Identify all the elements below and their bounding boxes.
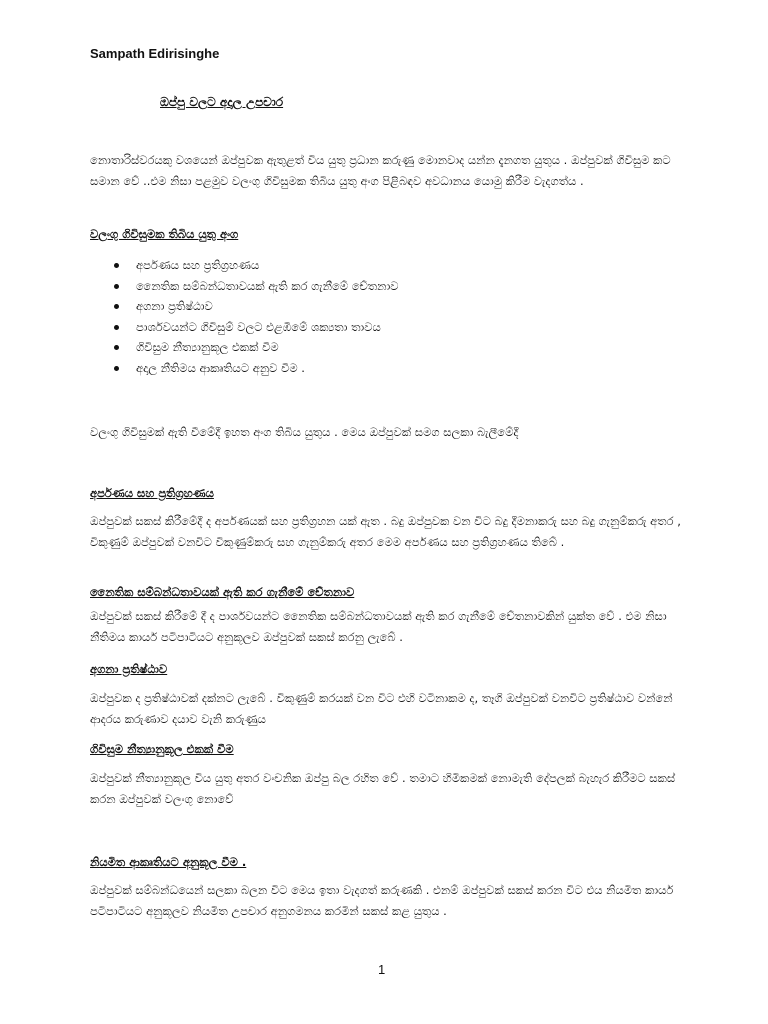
bullet-icon	[114, 325, 119, 330]
section-heading-offer-acceptance: අර්පණය සහ ප්‍රතිග්‍රහණය	[90, 486, 214, 500]
list-item-text: අර්පණය සහ ප්‍රතිග්‍රහණය	[136, 258, 260, 272]
list-item	[90, 276, 399, 297]
list-item	[90, 255, 399, 276]
list-item-text: අදාල නීතිමය ආකෘතියට අනුව වීම .	[136, 360, 305, 375]
intro-paragraph: නොතාරිස්වරයකු වශයෙන් ඔප්පුවක ඇතුළත් විය යුතු ප්‍රධාන කරුණු මොනවාද යන්න දැනගත යුතුය . ඔප්පුවක් ගිවිසුම කට සමාන වේ ..එම නිසා පළමුව වලංගු ගිවිසුමක තිබිය යුතු අංග පිළිබඳව අවධානය යොමු කිරීම වැදගත්ය .	[90, 153, 671, 188]
list-item	[90, 296, 399, 317]
bullet-icon	[114, 284, 119, 289]
section-heading-legality: ගිවිසුම නීත්‍යානුකූල එකක් වීම	[90, 742, 234, 756]
section-body-legal-intention: ඔප්පුවක් සකස් කිරීමේ දී ද පාර්ශවයන්ට නෛතික සම්බන්ධතාවයක් ඇති කර ගැනීමේ චේතනාවකින් යුක්ත වේ . එම නිසා නීතිමය කාර්ය පටිපාටියට අනුකූලව ඔප්පුවක් සකස් කරනු ලැබේ .	[90, 609, 667, 644]
section-heading-prescribed-form: නියමිත ආකෘතියට අනුකූල වීම .	[90, 855, 247, 869]
list-item	[90, 317, 399, 338]
list-item-text: ගිවිසුම නීත්‍යානුකූල එකක් වීම	[136, 340, 279, 354]
section-heading-consideration: අගනා ප්‍රතිෂ්ඨාව	[90, 662, 168, 676]
bullet-icon	[114, 366, 119, 371]
page-number: 1	[378, 962, 386, 977]
document-title: ඔප්පු වලට අදාල උපචාර	[160, 95, 284, 109]
section-body-offer-acceptance: ඔප්පුවක් සකස් කිරීමේදී ද අර්පණයක් සහ ප්‍රතිග්‍රහන යක් ඇත . බදු ඔප්පුවක වන විට බදු දීමනාකරු සහ බදු ගැනුම්කරු අතර , විකුණුම් ඔප්පුවක් වනවිට විකුණුම්කරු සහ ගැනුම්කරු අතර මෙම අර්පණය සහ ප්‍රතිග්‍රහණය තිබේ .	[90, 514, 681, 549]
list-item-text: පාර්ශවයන්ට ගිවිසුම් වලට එළඹීමේ ශක්‍යතා තාවය	[136, 319, 381, 334]
bullet-icon	[114, 304, 119, 309]
section-heading-legal-intention: නෛතික සම්බන්ධතාවයක් ඇති කර ගැනීමේ චේතනාව	[90, 585, 355, 599]
section-body-legality: ඔප්පුවක් නීත්‍යානුකූල විය යුතු අතර වංචනික ඔප්පු බල රහිත වේ . තමාට හිමිකමක් නොමැති දේපලක් බැහැර කිරීමට සකස් කරන ඔප්පුවක් වලංගු නොවේ	[90, 771, 676, 806]
list-item	[90, 358, 399, 379]
features-heading: වලංගු ගිවිසුමක තිබිය යුතු අංග	[90, 227, 239, 241]
list-item	[90, 337, 399, 358]
list-item-text: අගනා ප්‍රතිෂ්ඨාව	[136, 299, 213, 313]
bullet-icon	[114, 345, 119, 350]
author-name: Sampath Edirisinghe	[90, 46, 220, 61]
features-list	[90, 255, 399, 378]
section-body-prescribed-form: ඔප්පුවක් සම්බන්ධයෙන් සලකා බලන විට මෙය ඉතා වැදගත් කරුණකි . එනම් ඔප්පුවක් සකස් කරන විට එය නියමිත කාර්ය පටිපාටියට අනුකූලව නියමිත උපචාර අනුගමනය කරමින් සකස් කළ යුතුය .	[90, 883, 674, 918]
list-item-text: නෛතික සම්බන්ධතාවයක් ඇති කර ගැනීමේ චේතනාව	[136, 278, 399, 293]
bullet-icon	[114, 263, 119, 268]
summary-paragraph: වලංගු ගිවිසුමක් ඇති වීමේදී ඉහත අංග තිබිය යුතුය . මෙය ඔප්පුවක් සමග සලකා බැලීමේදී	[90, 425, 519, 439]
section-body-consideration: ඔප්පුවක ද ප්‍රතිෂ්ඨාවක් දක්නට ලැබේ . විකුණුම් කරයක් වන විට එහි වටිනාකම ද, තෑගි ඔප්පුවක් වනවිට ප්‍රතිෂ්ඨාව වන්නේ ආදරය කරුණාව දයාව වැනි කරුණුය	[90, 691, 673, 726]
